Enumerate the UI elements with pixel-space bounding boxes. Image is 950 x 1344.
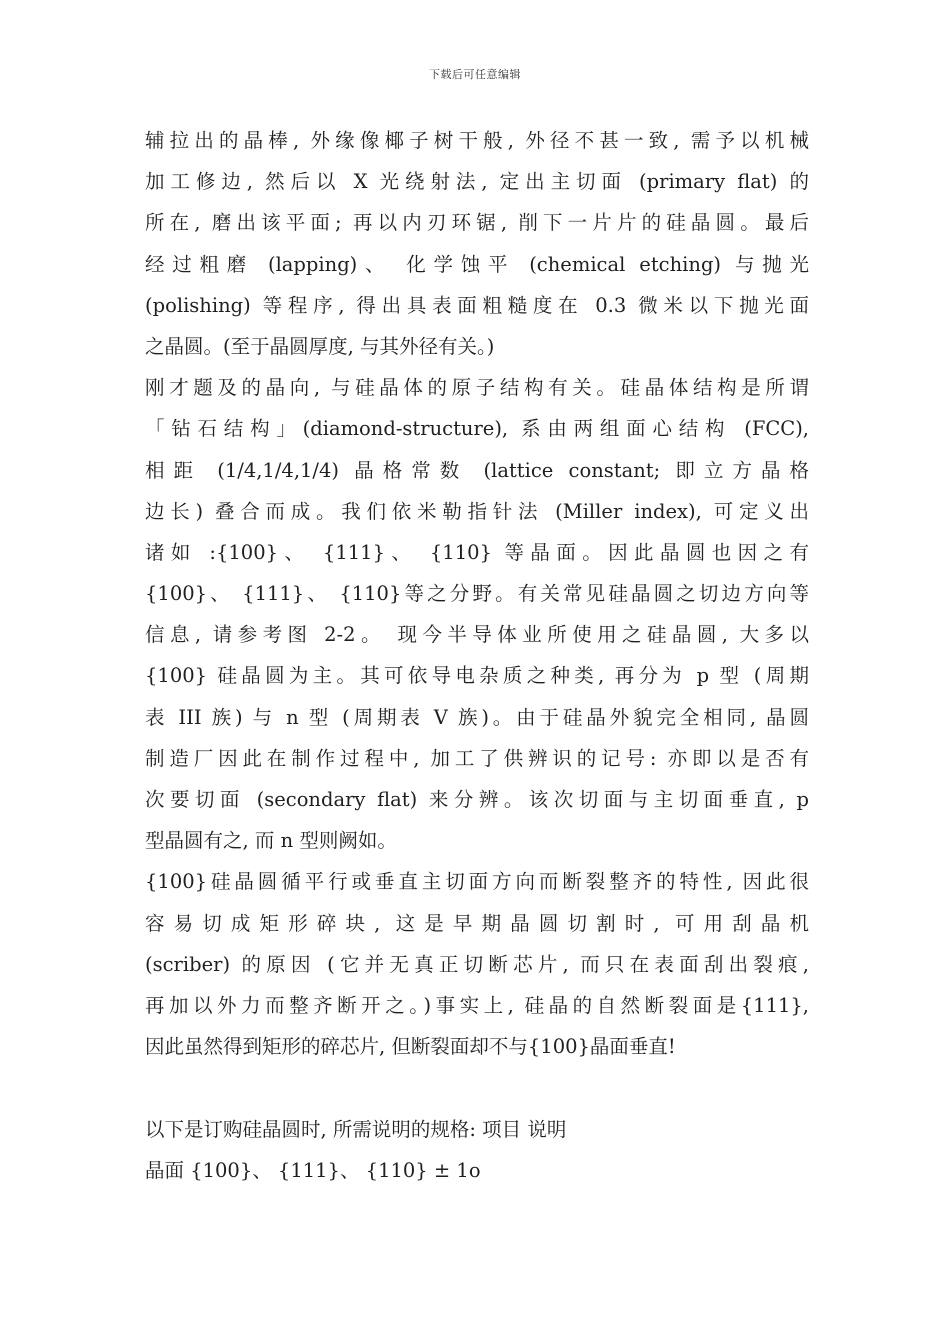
text-line: 信息, 请参考图 2-2。 现今半导体业所使用之硅晶圆, 大多以 bbox=[145, 623, 809, 647]
text-line: 「钻石结构」(diamond-structure), 系由两组面心结构 (FCC), bbox=[145, 417, 809, 441]
body-text bbox=[145, 120, 809, 1191]
text-line: 容易切成矩形碎块, 这是早期晶圆切割时, 可用刮晶机 bbox=[145, 911, 809, 935]
text-line: 加工修边, 然后以 X 光绕射法, 定出主切面 (primary flat) 的 bbox=[145, 170, 809, 194]
text-line: 相距 (1/4,1/4,1/4) 晶格常数 (lattice constant; 即立方晶格 bbox=[145, 458, 809, 482]
text-line: (scriber) 的原因 (它并无真正切断芯片, 而只在表面刮出裂痕, bbox=[145, 952, 809, 976]
text-line: 再加以外力而整齐断开之。)事实上, 硅晶的自然断裂面是{111}, bbox=[145, 993, 809, 1017]
header-note: 下载后可任意编辑 bbox=[429, 68, 521, 81]
text-line: 诸如 :{100}、 {111}、 {110} 等晶面。因此晶圆也因之有 bbox=[145, 540, 809, 564]
text-line: 晶面 {100}、 {111}、 {110} ± 1o bbox=[145, 1158, 481, 1182]
text-line: 所在, 磨出该平面; 再以内刃环锯, 削下一片片的硅晶圆。最后 bbox=[145, 211, 809, 235]
text-line: 制造厂因此在制作过程中, 加工了供辨识的记号: 亦即以是否有 bbox=[145, 746, 809, 770]
text-line: 边长) 叠合而成。我们依米勒指针法 (Miller index), 可定义出 bbox=[145, 499, 809, 523]
text-line: 刚才题及的晶向, 与硅晶体的原子结构有关。硅晶体结构是所谓 bbox=[145, 376, 809, 400]
text-line: 辅拉出的晶棒, 外缘像椰子树干般, 外径不甚一致, 需予以机械 bbox=[145, 129, 809, 152]
text-line: 之晶圆。(至于晶圆厚度, 与其外径有关。) bbox=[145, 334, 495, 358]
text-line: 表 III 族) 与 n 型 (周期表 V 族)。由于硅晶外貌完全相同, 晶圆 bbox=[145, 705, 809, 729]
text-line: {100} 硅晶圆为主。其可依导电杂质之种类, 再分为 p 型 (周期 bbox=[145, 664, 809, 688]
text-line: 经过粗磨 (lapping)、 化学蚀平 (chemical etching) 与抛光 bbox=[145, 252, 809, 276]
text-line: {100}硅晶圆循平行或垂直主切面方向而断裂整齐的特性, 因此很 bbox=[145, 870, 809, 894]
text-line: (polishing) 等程序, 得出具表面粗糙度在 0.3 微米以下抛光面 bbox=[145, 293, 809, 317]
text-line: 型晶圆有之, 而 n 型则阙如。 bbox=[145, 829, 397, 853]
blank-line bbox=[145, 1067, 809, 1108]
text-line: 以下是订购硅晶圆时, 所需说明的规格: 项目 说明 bbox=[145, 1117, 567, 1141]
text-line: 次要切面 (secondary flat) 来分辨。该次切面与主切面垂直, p bbox=[145, 788, 809, 811]
text-line: {100}、 {111}、 {110}等之分野。有关常见硅晶圆之切边方向等 bbox=[145, 582, 809, 606]
text-line: 因此虽然得到矩形的碎芯片, 但断裂面却不与{100}晶面垂直! bbox=[145, 1035, 676, 1059]
